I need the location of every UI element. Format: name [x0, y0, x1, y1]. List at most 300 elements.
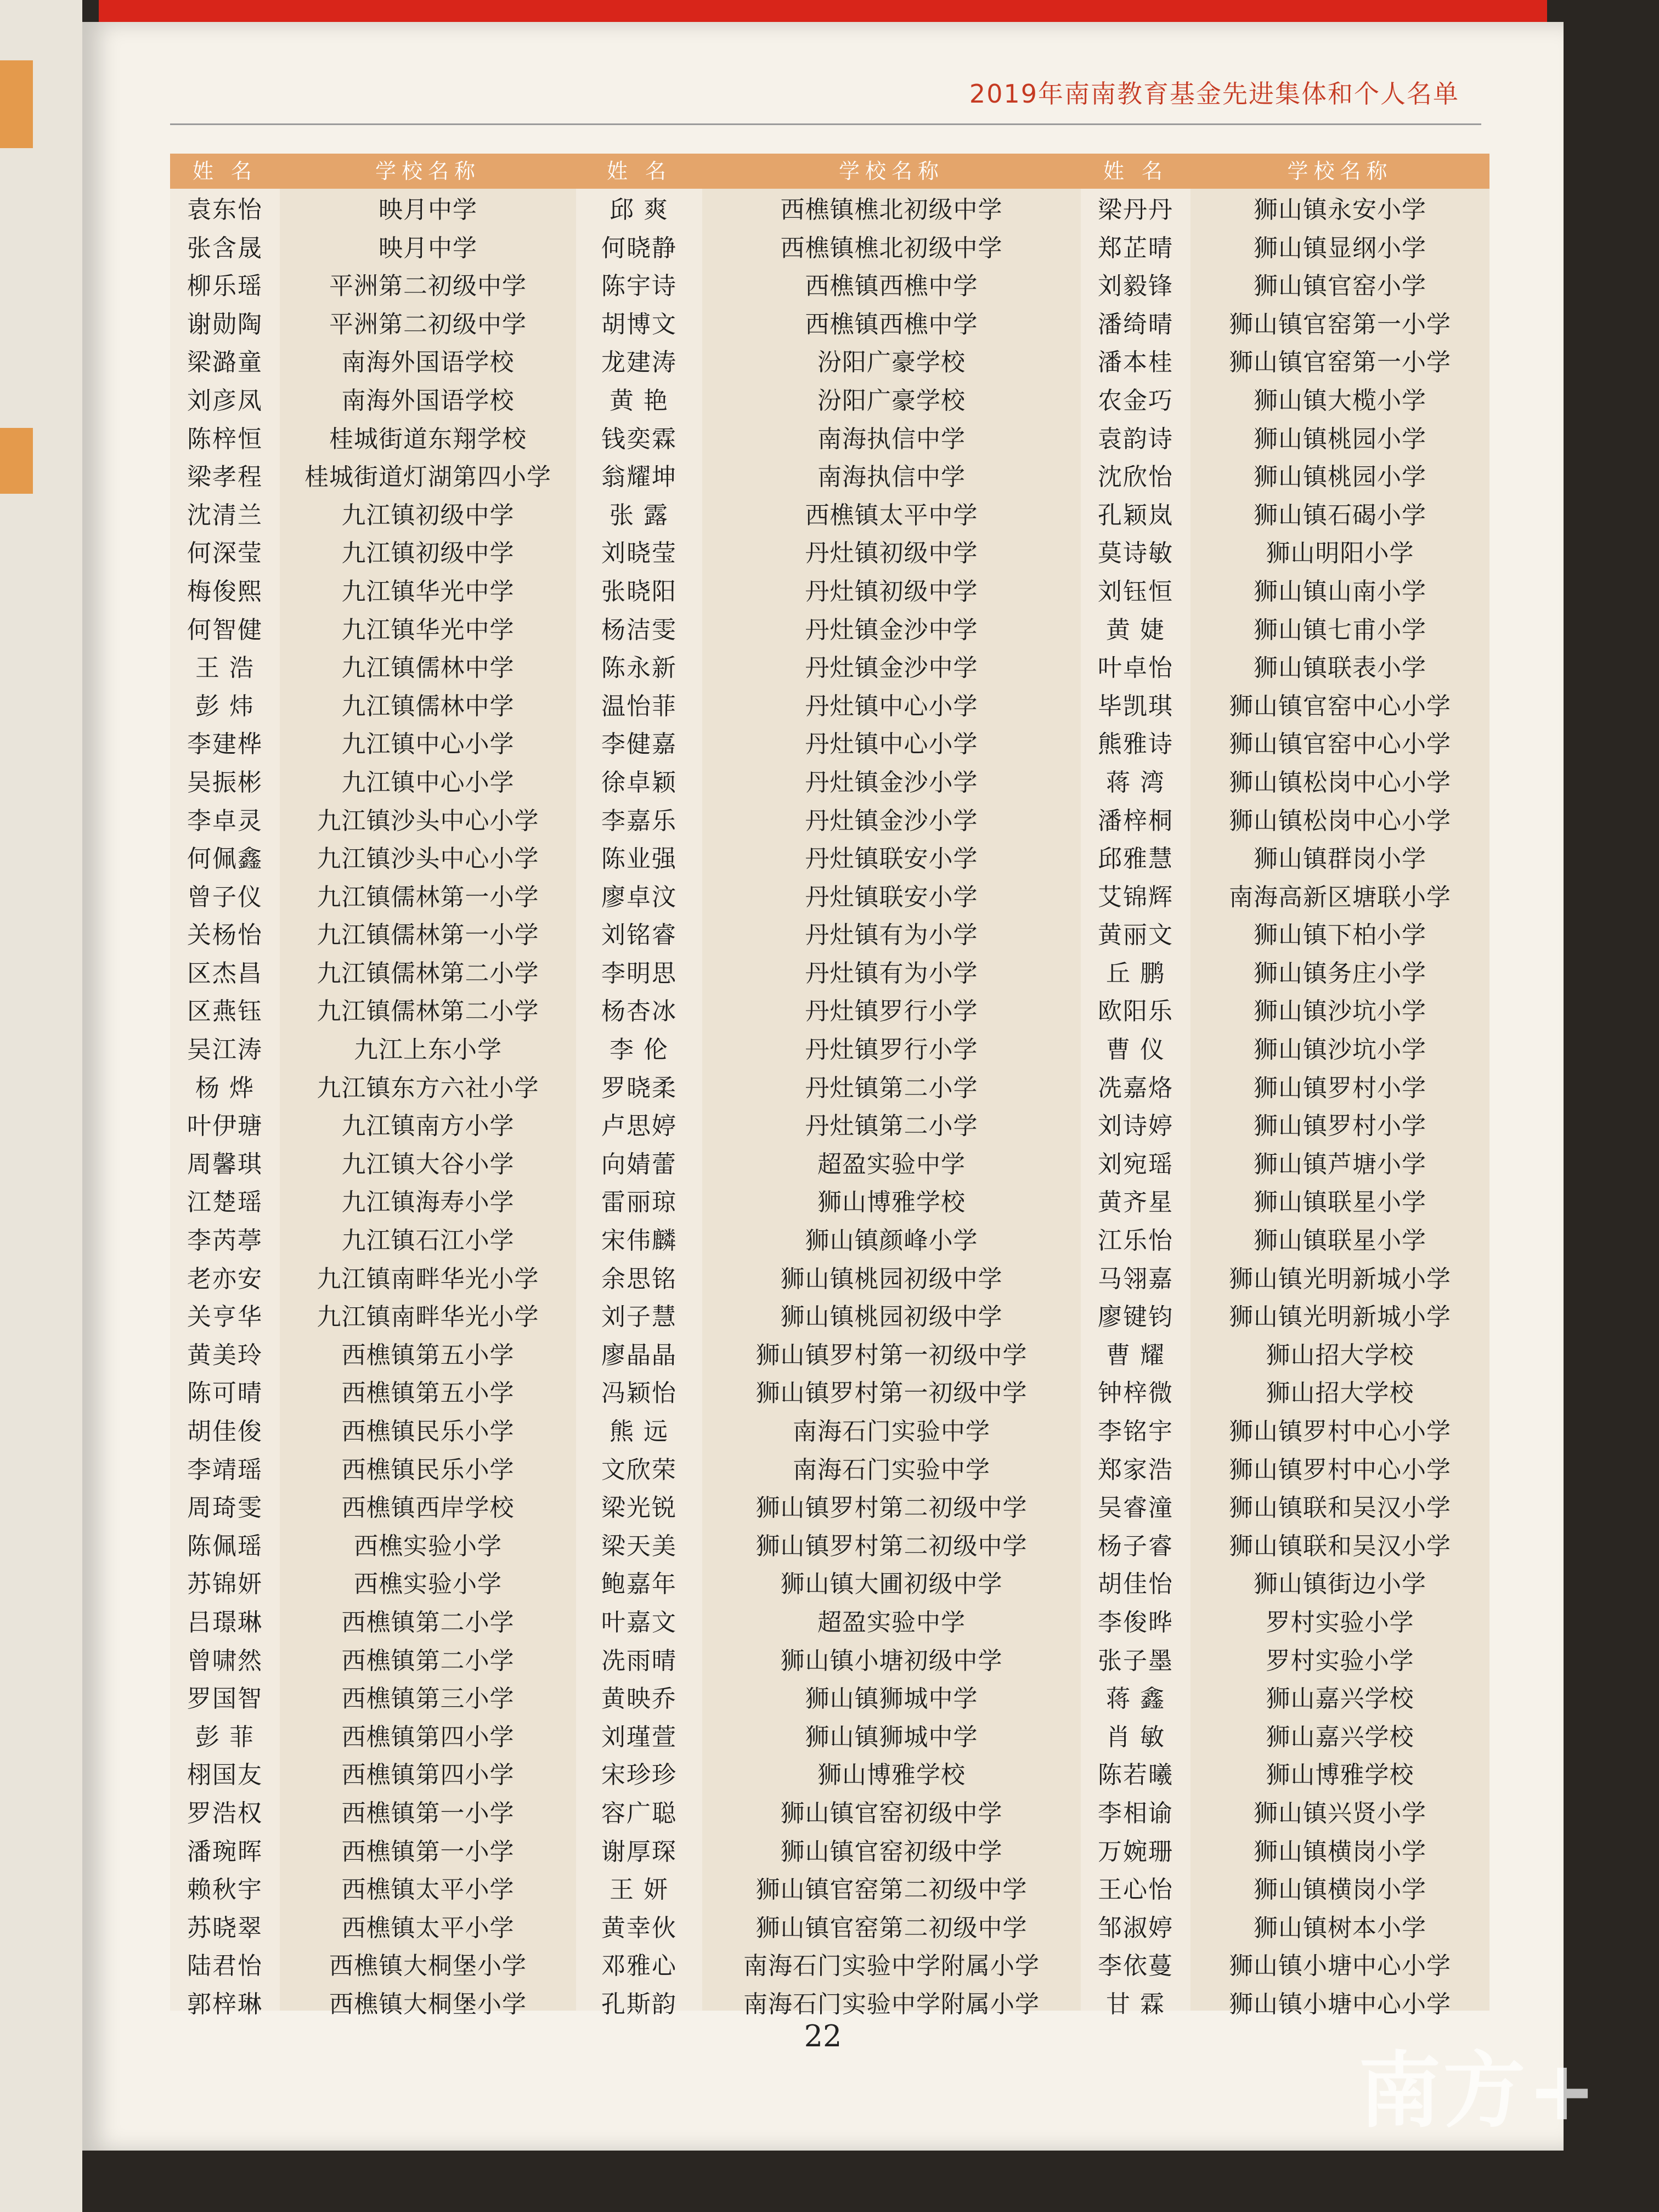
person-name-cell: 曾子仪 [187, 883, 263, 911]
name-column-header: 姓 名 [1081, 154, 1190, 189]
person-name-cell: 梁丹丹 [1098, 196, 1173, 224]
person-name-cell: 江乐怡 [1098, 1227, 1173, 1255]
person-name-cell: 李靖瑶 [187, 1455, 263, 1484]
person-name-cell: 柳乐瑶 [187, 272, 263, 301]
school-name-cell: 九江镇东方六社小学 [317, 1074, 539, 1102]
name-column-header: 姓 名 [576, 154, 702, 189]
person-name-cell: 李依蔓 [1098, 1952, 1173, 1980]
school-name-cell: 狮山镇横岗小学 [1254, 1876, 1426, 1904]
person-name-cell: 郑芷晴 [1098, 234, 1173, 262]
person-name-cell: 老亦安 [187, 1265, 263, 1293]
school-name-cell: 九江镇儒林第一小学 [317, 921, 539, 950]
school-name-cell: 狮山镇大榄小学 [1254, 386, 1426, 415]
person-name-cell: 陈宇诗 [601, 272, 677, 301]
school-name-cell: 狮山镇联和吴汉小学 [1229, 1494, 1451, 1522]
person-name-cell: 袁东怡 [187, 196, 263, 224]
honor-list-table [170, 154, 1489, 2018]
school-name-cell: 西樵镇第一小学 [341, 1799, 515, 1827]
person-name-cell: 苏锦妍 [187, 1570, 263, 1599]
person-name-cell: 邱 爽 [610, 196, 669, 224]
person-name-cell: 李健嘉 [601, 730, 677, 759]
school-name-cell: 九江镇初级中学 [341, 501, 515, 529]
person-name-cell: 曾啸然 [187, 1646, 263, 1675]
person-name-cell: 潘本桂 [1098, 348, 1173, 377]
school-name-cell: 狮山镇联和吴汉小学 [1229, 1532, 1451, 1560]
school-name-cell: 狮山镇罗村小学 [1254, 1074, 1426, 1102]
school-name-cell: 西樵镇第二小学 [341, 1646, 515, 1675]
person-name-cell: 黄幸伙 [601, 1914, 677, 1942]
school-name-cell: 丹灶镇初级中学 [805, 577, 978, 606]
person-name-cell: 区燕钰 [187, 997, 263, 1026]
school-name-cell: 狮山镇树本小学 [1254, 1914, 1426, 1942]
school-name-cell: 狮山镇山南小学 [1254, 577, 1426, 606]
school-name-cell: 西樵镇大桐堡小学 [329, 1952, 527, 1980]
school-name-cell: 西樵镇太平中学 [805, 501, 978, 529]
school-name-cell: 狮山镇官窑中心小学 [1229, 692, 1451, 720]
person-name-cell: 黄齐星 [1098, 1188, 1173, 1217]
left-page-orange-strip [0, 60, 33, 148]
school-name-cell: 西樵镇西岸学校 [341, 1494, 515, 1522]
watermark-logo: 南方+ [1358, 2044, 1599, 2139]
person-name-cell: 吴睿潼 [1098, 1494, 1173, 1522]
person-name-cell: 栩国友 [187, 1761, 263, 1790]
school-name-cell: 九江上东小学 [354, 1036, 502, 1064]
person-name-cell: 肖 敏 [1106, 1723, 1165, 1751]
school-name-cell: 西樵实验小学 [354, 1532, 502, 1560]
person-name-cell: 李卓灵 [187, 806, 263, 835]
school-name-cell: 西樵镇太平小学 [341, 1914, 515, 1942]
person-name-cell: 刘晓莹 [601, 539, 677, 568]
person-name-cell: 欧阳乐 [1098, 997, 1173, 1026]
school-name-cell: 狮山镇小塘初级中学 [780, 1646, 1003, 1675]
name-column-1 [170, 154, 280, 2018]
school-name-cell: 平洲第二初级中学 [329, 310, 527, 338]
school-name-cell: 狮山镇官窑初级中学 [780, 1799, 1003, 1827]
school-name-cell: 西樵实验小学 [354, 1570, 502, 1599]
person-name-cell: 翁耀坤 [601, 463, 677, 492]
school-name-cell: 九江镇石江小学 [341, 1227, 515, 1255]
school-name-cell: 狮山镇官窑第二初级中学 [755, 1914, 1028, 1942]
school-name-cell: 九江镇沙头中心小学 [317, 845, 539, 873]
school-name-cell: 狮山嘉兴学校 [1266, 1685, 1414, 1713]
person-name-cell: 何佩鑫 [187, 845, 263, 873]
school-name-cell: 九江镇大谷小学 [341, 1150, 515, 1178]
person-name-cell: 李铭宇 [1098, 1418, 1173, 1446]
person-name-cell: 袁韵诗 [1098, 425, 1173, 453]
school-name-cell: 汾阳广豪学校 [817, 386, 966, 415]
person-name-cell: 郭梓琳 [187, 1990, 263, 2018]
person-name-cell: 周馨琪 [187, 1150, 263, 1178]
person-name-cell: 关亨华 [187, 1303, 263, 1331]
person-name-cell: 陈若曦 [1098, 1761, 1173, 1790]
person-name-cell: 胡佳怡 [1098, 1570, 1173, 1599]
school-name-cell: 狮山镇官窑中心小学 [1229, 730, 1451, 759]
school-name-cell: 狮山招大学校 [1266, 1379, 1414, 1408]
school-name-cell: 狮山镇群岗小学 [1254, 845, 1426, 873]
school-name-cell: 狮山镇务庄小学 [1254, 959, 1426, 988]
person-name-cell: 钱奕霖 [601, 425, 677, 453]
school-name-cell: 狮山镇兴贤小学 [1254, 1799, 1426, 1827]
person-name-cell: 刘诗婷 [1098, 1112, 1173, 1141]
school-name-cell: 狮山镇大圃初级中学 [780, 1570, 1003, 1599]
school-name-cell: 西樵镇西樵中学 [805, 272, 978, 301]
person-name-cell: 毕凯琪 [1098, 692, 1173, 720]
school-name-cell: 南海石门实验中学附属小学 [743, 1990, 1040, 2018]
school-name-cell: 丹灶镇有为小学 [805, 959, 978, 988]
person-name-cell: 冯颖怡 [601, 1379, 677, 1408]
person-name-cell: 王 浩 [195, 654, 255, 682]
person-name-cell: 艾锦辉 [1098, 883, 1173, 911]
school-name-cell: 九江镇儒林第二小学 [317, 997, 539, 1026]
school-name-cell: 狮山博雅学校 [817, 1761, 966, 1790]
person-name-cell: 陈佩瑶 [187, 1532, 263, 1560]
person-name-cell: 廖晶晶 [601, 1341, 677, 1369]
person-name-cell: 黄映乔 [601, 1685, 677, 1713]
person-name-cell: 卢思婷 [601, 1112, 677, 1141]
person-name-cell: 温怡菲 [601, 692, 677, 720]
school-name-cell: 南海执信中学 [817, 425, 966, 453]
name-column-3 [1081, 154, 1190, 2018]
school-name-cell: 狮山镇官窑小学 [1254, 272, 1426, 301]
page-number: 22 [804, 2019, 842, 2053]
school-name-cell: 狮山博雅学校 [817, 1188, 966, 1217]
person-name-cell: 黄美玲 [187, 1341, 263, 1369]
school-name-cell: 狮山镇小塘中心小学 [1229, 1990, 1451, 2018]
school-name-cell: 丹灶镇金沙中学 [805, 654, 978, 682]
school-name-cell: 丹灶镇金沙中学 [805, 616, 978, 644]
school-name-cell: 西樵镇第一小学 [341, 1837, 515, 1866]
person-name-cell: 梁孝程 [187, 463, 263, 492]
person-name-cell: 容广聪 [601, 1799, 677, 1827]
person-name-cell: 吴江涛 [187, 1036, 263, 1064]
person-name-cell: 罗浩权 [187, 1799, 263, 1827]
person-name-cell: 李 伦 [610, 1036, 669, 1064]
school-name-cell: 西樵镇第四小学 [341, 1723, 515, 1751]
school-name-cell: 狮山镇官窑第一小学 [1229, 348, 1451, 377]
person-name-cell: 彭 菲 [195, 1723, 255, 1751]
school-name-cell: 超盈实验中学 [817, 1150, 966, 1178]
person-name-cell: 沈欣怡 [1098, 463, 1173, 492]
school-name-cell: 狮山博雅学校 [1266, 1761, 1414, 1790]
school-name-cell: 狮山镇罗村第一初级中学 [755, 1341, 1028, 1369]
school-name-cell: 丹灶镇有为小学 [805, 921, 978, 950]
person-name-cell: 马翎嘉 [1098, 1265, 1173, 1293]
school-name-cell: 丹灶镇罗行小学 [805, 1036, 978, 1064]
school-name-cell: 南海执信中学 [817, 463, 966, 492]
person-name-cell: 李俊晔 [1098, 1608, 1173, 1637]
school-name-cell: 丹灶镇第二小学 [805, 1074, 978, 1102]
name-column-header: 姓 名 [170, 154, 280, 189]
person-name-cell: 何深莹 [187, 539, 263, 568]
person-name-cell: 陆君怡 [187, 1952, 263, 1980]
document-page [82, 22, 1564, 2151]
person-name-cell: 丘 鹏 [1106, 959, 1165, 988]
person-name-cell: 王 妍 [610, 1876, 669, 1904]
school-name-cell: 西樵镇第五小学 [341, 1341, 515, 1369]
school-name-cell: 狮山镇横岗小学 [1254, 1837, 1426, 1866]
person-name-cell: 向婧蕾 [601, 1150, 677, 1178]
person-name-cell: 罗晓柔 [601, 1074, 677, 1102]
person-name-cell: 蒋 湾 [1106, 768, 1165, 797]
school-column-header: 学校名称 [280, 154, 576, 189]
left-page-orange-strip [0, 428, 33, 494]
school-column-1 [280, 154, 576, 2018]
person-name-cell: 叶伊瑭 [187, 1112, 263, 1141]
person-name-cell: 何晓静 [601, 234, 677, 262]
school-name-cell: 南海石门实验中学 [793, 1455, 990, 1484]
page-header-title: 2019年南南教育基金先进集体和个人名单 [969, 79, 1459, 109]
school-column-2 [702, 154, 1081, 2018]
person-name-cell: 曹 耀 [1106, 1341, 1165, 1369]
person-name-cell: 叶嘉文 [601, 1608, 677, 1637]
school-name-cell: 西樵镇西樵中学 [805, 310, 978, 338]
person-name-cell: 江楚瑶 [187, 1188, 263, 1217]
school-name-cell: 狮山镇联星小学 [1254, 1227, 1426, 1255]
school-name-cell: 狮山镇联表小学 [1254, 654, 1426, 682]
school-name-cell: 西樵镇樵北初级中学 [780, 196, 1003, 224]
school-name-cell: 罗村实验小学 [1266, 1646, 1414, 1675]
school-name-cell: 狮山镇石碣小学 [1254, 501, 1426, 529]
school-name-cell: 狮山镇罗村小学 [1254, 1112, 1426, 1141]
person-name-cell: 鲍嘉年 [601, 1570, 677, 1599]
person-name-cell: 邱雅慧 [1098, 845, 1173, 873]
person-name-cell: 黄 艳 [610, 386, 669, 415]
person-name-cell: 谢厚琛 [601, 1837, 677, 1866]
person-name-cell: 徐卓颖 [601, 768, 677, 797]
person-name-cell: 陈业强 [601, 845, 677, 873]
person-name-cell: 杨杏冰 [601, 997, 677, 1026]
person-name-cell: 甘 霖 [1106, 1990, 1165, 2018]
school-name-cell: 九江镇中心小学 [341, 768, 515, 797]
person-name-cell: 冼雨晴 [601, 1646, 677, 1675]
person-name-cell: 蒋 鑫 [1106, 1685, 1165, 1713]
school-name-cell: 超盈实验中学 [817, 1608, 966, 1637]
person-name-cell: 刘钰恒 [1098, 577, 1173, 606]
school-name-cell: 狮山招大学校 [1266, 1341, 1414, 1369]
school-name-cell: 九江镇儒林中学 [341, 654, 515, 682]
person-name-cell: 刘毅锋 [1098, 272, 1173, 301]
person-name-cell: 廖键钧 [1098, 1303, 1173, 1331]
school-name-cell: 九江镇沙头中心小学 [317, 806, 539, 835]
school-name-cell: 丹灶镇联安小学 [805, 883, 978, 911]
person-name-cell: 潘绮晴 [1098, 310, 1173, 338]
person-name-cell: 王心怡 [1098, 1876, 1173, 1904]
person-name-cell: 彭 炜 [195, 692, 255, 720]
school-name-cell: 九江镇海寿小学 [341, 1188, 515, 1217]
school-name-cell: 桂城街道东翔学校 [329, 425, 527, 453]
school-name-cell: 九江镇儒林中学 [341, 692, 515, 720]
person-name-cell: 周琦雯 [187, 1494, 263, 1522]
school-column-header: 学校名称 [702, 154, 1081, 189]
school-name-cell: 狮山镇沙坑小学 [1254, 997, 1426, 1026]
person-name-cell: 罗国智 [187, 1685, 263, 1713]
school-name-cell: 狮山镇罗村第二初级中学 [755, 1532, 1028, 1560]
school-name-cell: 平洲第二初级中学 [329, 272, 527, 301]
person-name-cell: 胡佳俊 [187, 1418, 263, 1446]
person-name-cell: 胡博文 [601, 310, 677, 338]
school-name-cell: 狮山镇七甫小学 [1254, 616, 1426, 644]
person-name-cell: 雷丽琼 [601, 1188, 677, 1217]
school-name-cell: 丹灶镇第二小学 [805, 1112, 978, 1141]
school-name-cell: 狮山镇显纲小学 [1254, 234, 1426, 262]
school-name-cell: 映月中学 [379, 234, 477, 262]
school-name-cell: 狮山镇官窑第二初级中学 [755, 1876, 1028, 1904]
school-name-cell: 丹灶镇中心小学 [805, 730, 978, 759]
school-name-cell: 西樵镇第二小学 [341, 1608, 515, 1637]
school-name-cell: 狮山镇下柏小学 [1254, 921, 1426, 950]
person-name-cell: 李建桦 [187, 730, 263, 759]
person-name-cell: 陈梓恒 [187, 425, 263, 453]
person-name-cell: 孔颖岚 [1098, 501, 1173, 529]
name-column-2 [576, 154, 702, 2018]
school-column-3 [1190, 154, 1489, 2018]
person-name-cell: 邓雅心 [601, 1952, 677, 1980]
school-name-cell: 丹灶镇中心小学 [805, 692, 978, 720]
person-name-cell: 孔斯韵 [601, 1990, 677, 2018]
person-name-cell: 郑家浩 [1098, 1455, 1173, 1484]
person-name-cell: 龙建涛 [601, 348, 677, 377]
school-name-cell: 南海外国语学校 [341, 386, 515, 415]
person-name-cell: 曹 仪 [1106, 1036, 1165, 1064]
person-name-cell: 杨 烨 [195, 1074, 255, 1102]
person-name-cell: 梅俊熙 [187, 577, 263, 606]
person-name-cell: 何智健 [187, 616, 263, 644]
school-name-cell: 狮山镇光明新城小学 [1229, 1303, 1451, 1331]
person-name-cell: 关杨怡 [187, 921, 263, 950]
school-name-cell: 狮山镇狮城中学 [805, 1685, 978, 1713]
person-name-cell: 苏晓翠 [187, 1914, 263, 1942]
school-name-cell: 狮山镇永安小学 [1254, 196, 1426, 224]
school-name-cell: 丹灶镇金沙小学 [805, 768, 978, 797]
person-name-cell: 李明思 [601, 959, 677, 988]
person-name-cell: 黄丽文 [1098, 921, 1173, 950]
school-name-cell: 狮山明阳小学 [1266, 539, 1414, 568]
school-name-cell: 狮山镇桃园小学 [1254, 425, 1426, 453]
school-name-cell: 南海外国语学校 [341, 348, 515, 377]
school-name-cell: 狮山镇联星小学 [1254, 1188, 1426, 1217]
person-name-cell: 刘彦凤 [187, 386, 263, 415]
person-name-cell: 张子墨 [1098, 1646, 1173, 1675]
person-name-cell: 冼嘉烙 [1098, 1074, 1173, 1102]
school-name-cell: 西樵镇第四小学 [341, 1761, 515, 1790]
school-name-cell: 丹灶镇金沙小学 [805, 806, 978, 835]
school-name-cell: 狮山镇官窑第一小学 [1229, 310, 1451, 338]
school-name-cell: 九江镇华光中学 [341, 616, 515, 644]
person-name-cell: 文欣荣 [601, 1455, 677, 1484]
school-name-cell: 狮山镇罗村第一初级中学 [755, 1379, 1028, 1408]
school-name-cell: 狮山镇沙坑小学 [1254, 1036, 1426, 1064]
school-name-cell: 九江镇南畔华光小学 [317, 1265, 539, 1293]
person-name-cell: 梁天美 [601, 1532, 677, 1560]
school-name-cell: 九江镇南方小学 [341, 1112, 515, 1141]
school-name-cell: 罗村实验小学 [1266, 1608, 1414, 1637]
school-name-cell: 西樵镇大桐堡小学 [329, 1990, 527, 2018]
person-name-cell: 潘梓桐 [1098, 806, 1173, 835]
person-name-cell: 沈清兰 [187, 501, 263, 529]
person-name-cell: 余思铭 [601, 1265, 677, 1293]
school-name-cell: 九江镇儒林第二小学 [317, 959, 539, 988]
school-name-cell: 狮山镇颜峰小学 [805, 1227, 978, 1255]
person-name-cell: 陈可晴 [187, 1379, 263, 1408]
school-name-cell: 狮山镇桃园初级中学 [780, 1303, 1003, 1331]
person-name-cell: 杨子睿 [1098, 1532, 1173, 1560]
school-name-cell: 九江镇中心小学 [341, 730, 515, 759]
person-name-cell: 万婉珊 [1098, 1837, 1173, 1866]
person-name-cell: 叶卓怡 [1098, 654, 1173, 682]
person-name-cell: 张 露 [610, 501, 669, 529]
school-name-cell: 映月中学 [379, 196, 477, 224]
person-name-cell: 张晓阳 [601, 577, 677, 606]
school-name-cell: 南海高新区塘联小学 [1229, 883, 1451, 911]
person-name-cell: 刘宛瑶 [1098, 1150, 1173, 1178]
person-name-cell: 熊雅诗 [1098, 730, 1173, 759]
person-name-cell: 谢勋陶 [187, 310, 263, 338]
school-name-cell: 狮山镇桃园小学 [1254, 463, 1426, 492]
school-name-cell: 狮山镇松岗中心小学 [1229, 768, 1451, 797]
school-name-cell: 狮山镇罗村中心小学 [1229, 1418, 1451, 1446]
person-name-cell: 赖秋宇 [187, 1876, 263, 1904]
person-name-cell: 农金巧 [1098, 386, 1173, 415]
school-name-cell: 丹灶镇初级中学 [805, 539, 978, 568]
school-name-cell: 丹灶镇联安小学 [805, 845, 978, 873]
school-name-cell: 西樵镇第五小学 [341, 1379, 515, 1408]
school-name-cell: 西樵镇民乐小学 [341, 1418, 515, 1446]
person-name-cell: 邹淑婷 [1098, 1914, 1173, 1942]
person-name-cell: 陈永新 [601, 654, 677, 682]
school-name-cell: 九江镇华光中学 [341, 577, 515, 606]
school-name-cell: 南海石门实验中学 [793, 1418, 990, 1446]
person-name-cell: 廖卓汶 [601, 883, 677, 911]
left-page-edge [0, 0, 82, 2212]
person-name-cell: 梁潞童 [187, 348, 263, 377]
person-name-cell: 宋珍珍 [601, 1761, 677, 1790]
header-divider [170, 123, 1481, 125]
person-name-cell: 张含晟 [187, 234, 263, 262]
person-name-cell: 刘铭睿 [601, 921, 677, 950]
school-name-cell: 狮山镇桃园初级中学 [780, 1265, 1003, 1293]
person-name-cell: 钟梓微 [1098, 1379, 1173, 1408]
school-name-cell: 西樵镇太平小学 [341, 1876, 515, 1904]
person-name-cell: 宋伟麟 [601, 1227, 677, 1255]
school-column-header: 学校名称 [1190, 154, 1489, 189]
school-name-cell: 桂城街道灯湖第四小学 [304, 463, 551, 492]
school-name-cell: 汾阳广豪学校 [817, 348, 966, 377]
person-name-cell: 吴振彬 [187, 768, 263, 797]
school-name-cell: 九江镇南畔华光小学 [317, 1303, 539, 1331]
person-name-cell: 李嘉乐 [601, 806, 677, 835]
school-name-cell: 九江镇初级中学 [341, 539, 515, 568]
person-name-cell: 刘子慧 [601, 1303, 677, 1331]
person-name-cell: 莫诗敏 [1098, 539, 1173, 568]
person-name-cell: 刘瑾萱 [601, 1723, 677, 1751]
school-name-cell: 南海石门实验中学附属小学 [743, 1952, 1040, 1980]
person-name-cell: 黄 婕 [1106, 616, 1165, 644]
school-name-cell: 九江镇儒林第一小学 [317, 883, 539, 911]
school-name-cell: 狮山镇小塘中心小学 [1229, 1952, 1451, 1980]
school-name-cell: 狮山镇罗村第二初级中学 [755, 1494, 1028, 1522]
person-name-cell: 李芮葶 [187, 1227, 263, 1255]
school-name-cell: 西樵镇民乐小学 [341, 1455, 515, 1484]
school-name-cell: 西樵镇樵北初级中学 [780, 234, 1003, 262]
person-name-cell: 熊 远 [610, 1418, 669, 1446]
school-name-cell: 狮山镇芦塘小学 [1254, 1150, 1426, 1178]
school-name-cell: 狮山镇狮城中学 [805, 1723, 978, 1751]
school-name-cell: 西樵镇第三小学 [341, 1685, 515, 1713]
school-name-cell: 狮山镇罗村中心小学 [1229, 1455, 1451, 1484]
school-name-cell: 狮山镇光明新城小学 [1229, 1265, 1451, 1293]
person-name-cell: 区杰昌 [187, 959, 263, 988]
school-name-cell: 狮山镇官窑初级中学 [780, 1837, 1003, 1866]
